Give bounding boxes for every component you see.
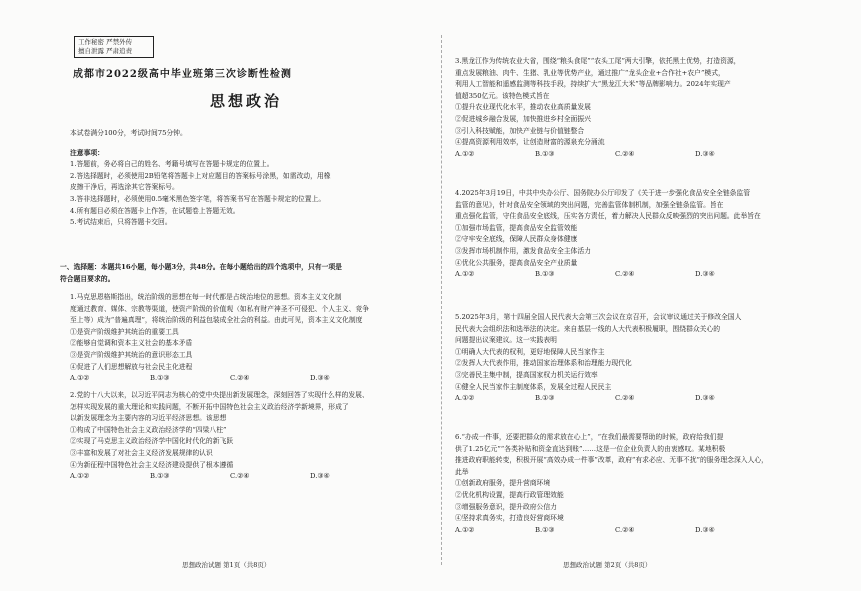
option-a: A.①② (70, 472, 90, 481)
question-line: 至上等）成为“普遍真理”，将统治阶级的利益包装成全社会的利益。由此可见，资本主义文化制度 (70, 316, 363, 325)
question-line: ①提升农业现代化水平，推动农业高质量发展 (455, 103, 591, 112)
question-line: ③完善民主集中制，提高国家权力机关运行效率 (455, 370, 598, 379)
stamp-line-1: 工作秘密 严禁外传 (78, 38, 133, 46)
note-line: 2.答选择题时，必须使用2B铅笔将答题卡上对应题目的答案标号涂黑，如需改动，用橡 (70, 171, 331, 180)
note-line: 4.所有题目必须在答题卡上作答，在试题卷上答题无效。 (70, 206, 240, 215)
exam-title: 成都市2022级高中毕业班第三次诊断性检测 (73, 69, 292, 80)
question-6 (455, 432, 775, 536)
question-line: ④提高资源利用效率，让创造财富的源泉充分涌流 (455, 138, 605, 147)
option-a: A.①② (70, 374, 90, 383)
info-line: 本试卷满分100分，考试时间75分钟。 (70, 129, 187, 137)
question-line: 3.黑龙江作为传统农业大省，围绕“粮头食尾”“农头工尾”两大引擎，依托黑土优势，打造资源， (455, 57, 741, 65)
section-heading-line: 一、选择题：本题共16小题，每小题3分，共48分。在每小题给出的四个选项中，只有一项是 (60, 263, 342, 271)
option-a: A.①② (455, 149, 475, 158)
question-line: ④为新征程中国特色社会主义经济建设提供了根本遵循 (70, 460, 234, 469)
option-b: B.①③ (150, 472, 170, 481)
stamp-line-2: 擅自泄露 严肃追责 (78, 47, 133, 55)
question-1 (70, 292, 390, 385)
question-line: ②发挥人大代表作用，推动国家治理体系和治理能力现代化 (455, 359, 632, 368)
answer-options (70, 471, 390, 483)
footer-right: 思想政治试题 第2页（共8页） (563, 561, 652, 569)
answer-options (70, 373, 390, 385)
question-5 (455, 312, 775, 405)
note-line: 1.答题前，务必将自己的姓名、考籍号填写在答题卡规定的位置上。 (70, 160, 274, 169)
note-line: 皮擦干净后，再选涂其它答案标号。 (70, 183, 179, 192)
question-line: ②优化机构设置，提高行政管理效能 (455, 490, 564, 499)
subject-title: 思想政治 (210, 92, 283, 110)
option-d: D.③④ (695, 394, 715, 403)
option-d: D.③④ (695, 270, 715, 279)
question-line: ④坚持求真务实，打造良好营商环境 (455, 514, 564, 523)
note-line: 5.考试结束后，只将答题卡交回。 (70, 218, 172, 227)
question-line: 以新发展理念为主要内容的习近平经济思想。该思想 (70, 414, 227, 423)
question-line: 问题提出议案建议。这一实践表明 (455, 336, 557, 345)
footer-left: 思想政治试题 第1页（共8页） (182, 561, 271, 569)
exam-info (70, 128, 331, 229)
confidential-stamp (74, 36, 154, 58)
question-line: 值超350亿元。该特色模式旨在 (455, 91, 550, 100)
option-d: D.③④ (695, 149, 715, 158)
option-d: D.③④ (310, 374, 330, 383)
option-d: D.③④ (310, 472, 330, 481)
column-divider (441, 35, 442, 565)
question-line: ③增强服务意识，提升政府公信力 (455, 502, 557, 511)
question-line: 供了1.25亿元”“各类补贴和资金直达到账”……这是一位企业负责人的由衷感叹。某地积极 (455, 444, 726, 453)
question-line: 重点强化监管，守住食品安全底线，压实各方责任，着力解决人民群众反映强烈的突出问题。此举旨在 (455, 212, 761, 221)
question-line: ③是资产阶级维护其统治的意识形态工具 (70, 350, 193, 359)
option-b: B.①③ (535, 525, 555, 534)
question-line: 利用人工智能和遥感监测等科技手段，持续扩大“黑龙江大米”等品牌影响力。2024年实现产 (455, 80, 731, 89)
option-c: C.②④ (615, 270, 635, 279)
question-line: 此举 (455, 467, 469, 476)
question-line: 重点发展粮油、肉牛、生猪、乳业等优势产业，通过推广“龙头企业+合作社+农户”模式， (455, 68, 725, 77)
question-line: ③引入科技赋能，加快产业链与价值链整合 (455, 126, 585, 135)
question-line: 怎样实现发展的重大理论和实践问题，不断开拓中国特色社会主义政治经济学新境界，形成了 (70, 402, 349, 411)
question-line: 1.马克思恩格斯指出，统治阶级的思想在每一时代都是占统治地位的思想。资本主义文化制 (70, 293, 342, 301)
question-line: 度通过教育、媒体、宗教等渠道，使资产阶级的价值观（如私有财产神圣不可侵犯、个人主义、竞争 (70, 304, 370, 313)
option-c: C.②④ (615, 394, 635, 403)
question-2 (70, 390, 390, 483)
question-line: ④促进了人们思想解放与社会民主化进程 (70, 362, 193, 371)
question-line: ④健全人民当家作主制度体系，发展全过程人民民主 (455, 382, 612, 391)
option-c: C.②④ (230, 472, 250, 481)
option-a: A.①② (455, 270, 475, 279)
option-b: B.①③ (535, 270, 555, 279)
question-line: 4.2025年3月19日，中共中央办公厅、国务院办公厅印发了《关于进一步强化食品安全全链条监管 (455, 189, 751, 197)
question-line: 民代表大会组织法和选举法的决定。来自基层一线的人大代表积极履职，围绕群众关心的 (455, 324, 721, 333)
option-a: A.①② (455, 525, 475, 534)
option-b: B.①③ (535, 394, 555, 403)
option-b: B.①③ (535, 149, 555, 158)
question-line: 5.2025年3月，第十四届全国人民代表大会第三次会议在京召开，会议审议通过关于修改全国人 (455, 313, 742, 321)
question-line: ③发挥市场机制作用，激发食品安全主体活力 (455, 246, 591, 255)
question-line: ①是资产阶级维护其统治的重要工具 (70, 327, 179, 336)
option-b: B.①③ (150, 374, 170, 383)
note-line: 3.答非选择题时，必须使用0.5毫米黑色签字笔，将答案书写在答题卡规定的位置上。 (70, 194, 326, 203)
option-d: D.③④ (695, 525, 715, 534)
section-1-heading (60, 262, 342, 285)
question-line: 2.党的十八大以来，以习近平同志为核心的党中央提出新发展理念，深刻回答了实现什么样的发展、 (70, 391, 369, 399)
question-3 (455, 56, 775, 160)
option-c: C.②④ (615, 525, 635, 534)
question-line: ②实现了马克思主义政治经济学中国化时代化的新飞跃 (70, 437, 234, 446)
question-4 (455, 188, 775, 281)
question-line: ②促进城乡融合发展，加快推进乡村全面振兴 (455, 114, 591, 123)
notes-title: 注意事项： (70, 148, 104, 157)
section-heading-line: 符合题目要求的。 (60, 274, 115, 283)
option-c: C.②④ (615, 149, 635, 158)
answer-options (455, 525, 775, 537)
question-line: ④优化公共服务，提高食品安全产业质量 (455, 258, 578, 267)
option-c: C.②④ (230, 374, 250, 383)
option-a: A.①② (455, 394, 475, 403)
question-line: ③丰富和发展了对社会主义经济发展规律的认识 (70, 448, 213, 457)
question-line: 监管的意见》，针对食品安全领域的突出问题，完善监管体制机制，加强全链条监管。旨在 (455, 200, 724, 209)
answer-options (455, 149, 775, 161)
question-line: ②守牢安全底线，保障人民群众身体健康 (455, 235, 578, 244)
question-line: ①创新政府服务，提升营商环境 (455, 479, 551, 488)
question-line: ①加强市场监管，提高食品安全监管效能 (455, 223, 578, 232)
question-line: 6.“办成一件事，还要把群众的需求放在心上”，“在我们最需要帮助的时候，政府给我们提 (455, 433, 724, 441)
question-line: 推进政府职能转变，积极开展“高效办成一件事”改革，政府“有求必应、无事不扰”的服务理念深入人心， (455, 456, 768, 465)
question-line: ①明确人大代表的权利，更好地保障人民当家作主 (455, 347, 605, 356)
question-line: ②能够自觉调和资本主义社会的基本矛盾 (70, 339, 193, 348)
answer-options (455, 269, 775, 281)
question-line: ①构成了中国特色社会主义政治经济学的“四梁八柱” (70, 425, 227, 434)
answer-options (455, 393, 775, 405)
